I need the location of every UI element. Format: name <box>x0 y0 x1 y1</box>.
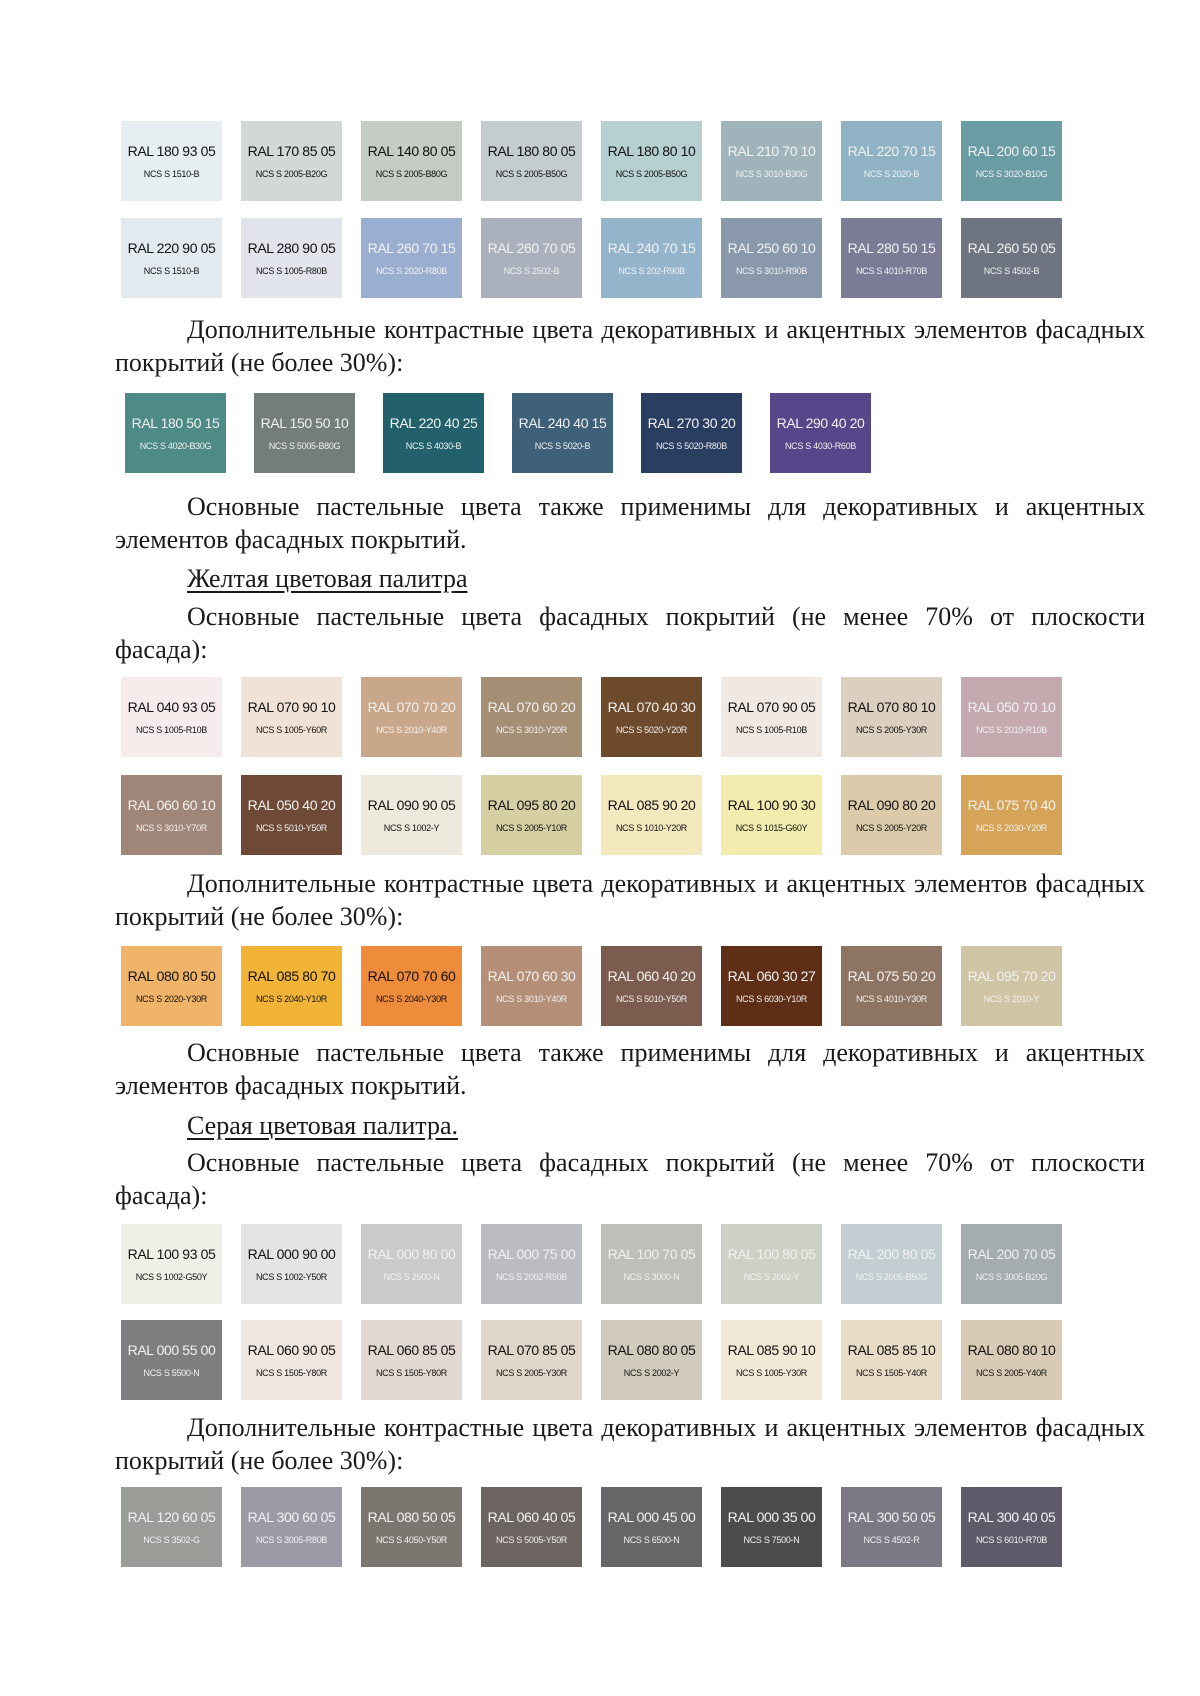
ncs-code: NCS S 1002-Y50R <box>255 1272 328 1282</box>
ncs-code: NCS S 2005-B50G <box>495 169 568 179</box>
color-swatch <box>383 393 484 473</box>
ral-code: RAL 075 50 20 <box>847 968 936 984</box>
color-swatch <box>481 775 582 855</box>
ral-code: RAL 085 85 10 <box>847 1342 936 1358</box>
ncs-code: NCS S 2030-Y20R <box>975 823 1048 833</box>
ral-code: RAL 060 40 05 <box>487 1509 576 1525</box>
color-swatch <box>121 775 222 855</box>
ral-code: RAL 080 80 50 <box>127 968 216 984</box>
ral-code: RAL 060 85 05 <box>367 1342 456 1358</box>
gray-main-row-1 <box>0 1224 1200 1304</box>
yellow-main-intro: Основные пастельные цвета фасадных покрытий (не менее 70% от плоскости фасада): <box>115 602 1145 664</box>
color-swatch <box>361 775 462 855</box>
ral-code: RAL 210 70 10 <box>727 143 816 159</box>
ral-code: RAL 095 70 20 <box>967 968 1056 984</box>
color-swatch <box>121 946 222 1026</box>
ncs-code: NCS S 1005-R10B <box>735 725 808 735</box>
ral-code: RAL 080 80 05 <box>607 1342 696 1358</box>
ncs-code: NCS S 5020-B <box>534 441 591 451</box>
ncs-code: NCS S 2002-Y <box>743 1272 800 1282</box>
ral-code: RAL 085 90 10 <box>727 1342 816 1358</box>
ncs-code: NCS S 3005-B20G <box>975 1272 1048 1282</box>
ral-code: RAL 050 40 20 <box>247 797 336 813</box>
color-swatch <box>512 393 613 473</box>
color-swatch <box>641 393 742 473</box>
ncs-code: NCS S 2005-Y30R <box>495 1368 568 1378</box>
ncs-code: NCS S 4030-R60B <box>784 441 857 451</box>
ral-code: RAL 180 50 15 <box>131 415 220 431</box>
ncs-code: NCS S 2502-B <box>503 266 560 276</box>
ral-code: RAL 060 90 05 <box>247 1342 336 1358</box>
color-swatch <box>601 1487 702 1567</box>
ncs-code: NCS S 3502-G <box>143 1535 200 1545</box>
color-swatch <box>361 946 462 1026</box>
color-swatch <box>721 677 822 757</box>
ncs-code: NCS S 3010-Y40R <box>495 994 568 1004</box>
color-swatch <box>241 1320 342 1400</box>
ral-code: RAL 300 40 05 <box>967 1509 1056 1525</box>
ral-code: RAL 060 40 20 <box>607 968 696 984</box>
ncs-code: NCS S 2005-B20G <box>255 169 328 179</box>
ncs-code: NCS S 6010-R70B <box>975 1535 1048 1545</box>
color-swatch <box>721 775 822 855</box>
ral-code: RAL 200 70 05 <box>967 1246 1056 1262</box>
ncs-code: NCS S 3010-Y20R <box>495 725 568 735</box>
gray-accent-row <box>0 1487 1200 1567</box>
ral-code: RAL 070 60 30 <box>487 968 576 984</box>
ncs-code: NCS S 2005-Y20R <box>855 823 928 833</box>
ncs-code: NCS S 1505-Y80R <box>255 1368 328 1378</box>
blue-main-row-1 <box>0 121 1200 201</box>
ral-code: RAL 085 80 70 <box>247 968 336 984</box>
blue-main-row-2 <box>0 218 1200 298</box>
color-swatch <box>841 677 942 757</box>
blue-accent-intro: Дополнительные контрастные цвета декоративных и акцентных элементов фасадных покрытий (не более 30%): <box>115 315 1145 377</box>
ncs-code: NCS S 6500-N <box>623 1535 680 1545</box>
gray-main-intro: Основные пастельные цвета фасадных покрытий (не менее 70% от плоскости фасада): <box>115 1148 1145 1210</box>
ncs-code: NCS S 2005-Y10R <box>495 823 568 833</box>
ncs-code: NCS S 2002-R50B <box>495 1272 568 1282</box>
ncs-code: NCS S 2020-R80B <box>375 266 448 276</box>
ncs-code: NCS S 2020-B <box>863 169 920 179</box>
ncs-code: NCS S 3005-R80B <box>255 1535 328 1545</box>
ral-code: RAL 240 70 15 <box>607 240 696 256</box>
color-swatch <box>961 946 1062 1026</box>
color-swatch <box>841 1487 942 1567</box>
color-swatch <box>121 1224 222 1304</box>
yellow-accent-intro: Дополнительные контрастные цвета декоративных и акцентных элементов фасадных покрытий (не более 30%): <box>115 869 1145 931</box>
ncs-code: NCS S 1015-G60Y <box>735 823 808 833</box>
gray-palette-heading: Серая цветовая палитра. <box>187 1111 459 1140</box>
ral-code: RAL 070 90 05 <box>727 699 816 715</box>
ncs-code: NCS S 2040-Y30R <box>375 994 448 1004</box>
ncs-code: NCS S 4030-B <box>405 441 462 451</box>
ral-code: RAL 070 90 10 <box>247 699 336 715</box>
color-swatch <box>481 218 582 298</box>
color-swatch <box>241 218 342 298</box>
blue-accent-row <box>0 393 1200 473</box>
ral-code: RAL 060 60 10 <box>127 797 216 813</box>
ncs-code: NCS S 2005-B80G <box>375 169 448 179</box>
color-swatch <box>241 1224 342 1304</box>
color-swatch <box>841 121 942 201</box>
color-swatch <box>961 1487 1062 1567</box>
ral-code: RAL 100 90 30 <box>727 797 816 813</box>
ral-code: RAL 260 50 05 <box>967 240 1056 256</box>
yellow-accent-row <box>0 946 1200 1026</box>
color-swatch <box>481 1487 582 1567</box>
ral-code: RAL 090 80 20 <box>847 797 936 813</box>
ncs-code: NCS S 2500-N <box>383 1272 440 1282</box>
ral-code: RAL 290 40 20 <box>776 415 865 431</box>
ral-code: RAL 050 70 10 <box>967 699 1056 715</box>
color-swatch <box>841 775 942 855</box>
ral-code: RAL 180 80 10 <box>607 143 696 159</box>
ncs-code: NCS S 5020-Y20R <box>615 725 688 735</box>
color-swatch <box>841 946 942 1026</box>
ncs-code: NCS S 3020-B10G <box>975 169 1048 179</box>
yellow-main-row-2 <box>0 775 1200 855</box>
ncs-code: NCS S 1005-R10B <box>135 725 208 735</box>
ncs-code: NCS S 2010-Y40R <box>375 725 448 735</box>
ral-code: RAL 085 90 20 <box>607 797 696 813</box>
color-swatch <box>601 775 702 855</box>
color-swatch <box>241 1487 342 1567</box>
yellow-palette-heading: Желтая цветовая палитра <box>187 564 468 593</box>
ncs-code: NCS S 1005-Y30R <box>735 1368 808 1378</box>
ral-code: RAL 040 93 05 <box>127 699 216 715</box>
ncs-code: NCS S 1510-B <box>143 169 200 179</box>
ral-code: RAL 075 70 40 <box>967 797 1056 813</box>
ral-code: RAL 220 90 05 <box>127 240 216 256</box>
color-swatch <box>481 946 582 1026</box>
ral-code: RAL 300 60 05 <box>247 1509 336 1525</box>
color-swatch <box>721 1487 822 1567</box>
ncs-code: NCS S 3010-B30G <box>735 169 808 179</box>
color-swatch <box>721 1224 822 1304</box>
ral-code: RAL 000 90 00 <box>247 1246 336 1262</box>
color-swatch <box>601 121 702 201</box>
color-swatch <box>961 121 1062 201</box>
ncs-code: NCS S 1010-Y20R <box>615 823 688 833</box>
ncs-code: NCS S 5005-Y50R <box>495 1535 568 1545</box>
color-swatch <box>601 1224 702 1304</box>
color-swatch <box>254 393 355 473</box>
ncs-code: NCS S 4502-B <box>983 266 1040 276</box>
yellow-pastel-note: Основные пастельные цвета также применимы для декоративных и акцентных элементов фасадных покрытий. <box>115 1038 1145 1100</box>
ral-code: RAL 220 40 25 <box>389 415 478 431</box>
ncs-code: NCS S 4020-B30G <box>139 441 212 451</box>
ral-code: RAL 200 60 15 <box>967 143 1056 159</box>
color-swatch <box>770 393 871 473</box>
ncs-code: NCS S 202-R90B <box>618 266 685 276</box>
ral-code: RAL 120 60 05 <box>127 1509 216 1525</box>
ncs-code: NCS S 2010-Y <box>983 994 1040 1004</box>
color-swatch <box>721 1320 822 1400</box>
color-swatch <box>961 677 1062 757</box>
color-swatch <box>361 218 462 298</box>
ral-code: RAL 000 45 00 <box>607 1509 696 1525</box>
color-swatch <box>961 218 1062 298</box>
ral-code: RAL 240 40 15 <box>518 415 607 431</box>
ral-code: RAL 180 80 05 <box>487 143 576 159</box>
color-swatch <box>721 946 822 1026</box>
ral-code: RAL 070 85 05 <box>487 1342 576 1358</box>
color-swatch <box>241 121 342 201</box>
ncs-code: NCS S 2010-R10B <box>975 725 1048 735</box>
ncs-code: NCS S 6030-Y10R <box>735 994 808 1004</box>
ncs-code: NCS S 5020-R80B <box>655 441 728 451</box>
color-swatch <box>961 775 1062 855</box>
color-swatch <box>361 1320 462 1400</box>
yellow-main-row-1 <box>0 677 1200 757</box>
color-swatch <box>841 218 942 298</box>
ral-code: RAL 220 70 15 <box>847 143 936 159</box>
color-swatch <box>481 1320 582 1400</box>
ncs-code: NCS S 4010-Y30R <box>855 994 928 1004</box>
color-swatch <box>121 1487 222 1567</box>
ncs-code: NCS S 2020-Y30R <box>135 994 208 1004</box>
color-swatch <box>721 121 822 201</box>
ral-code: RAL 080 80 10 <box>967 1342 1056 1358</box>
ncs-code: NCS S 5005-B80G <box>268 441 341 451</box>
ncs-code: NCS S 7500-N <box>743 1535 800 1545</box>
ral-code: RAL 100 80 05 <box>727 1246 816 1262</box>
ral-code: RAL 150 50 10 <box>260 415 349 431</box>
color-swatch <box>841 1224 942 1304</box>
color-swatch <box>361 1487 462 1567</box>
color-swatch <box>121 1320 222 1400</box>
ncs-code: NCS S 4050-Y50R <box>375 1535 448 1545</box>
ral-code: RAL 280 90 05 <box>247 240 336 256</box>
ncs-code: NCS S 2002-Y <box>623 1368 680 1378</box>
ral-code: RAL 250 60 10 <box>727 240 816 256</box>
ncs-code: NCS S 5500-N <box>143 1368 200 1378</box>
color-swatch <box>601 677 702 757</box>
ncs-code: NCS S 3010-Y70R <box>135 823 208 833</box>
ral-code: RAL 100 93 05 <box>127 1246 216 1262</box>
color-swatch <box>121 677 222 757</box>
ral-code: RAL 000 35 00 <box>727 1509 816 1525</box>
blue-pastel-note: Основные пастельные цвета также применимы для декоративных и акцентных элементов фасадных покрытий. <box>115 492 1145 554</box>
ral-code: RAL 170 85 05 <box>247 143 336 159</box>
ncs-code: NCS S 2040-Y10R <box>255 994 328 1004</box>
ral-code: RAL 140 80 05 <box>367 143 456 159</box>
ral-code: RAL 280 50 15 <box>847 240 936 256</box>
color-swatch <box>961 1320 1062 1400</box>
color-swatch <box>361 1224 462 1304</box>
ncs-code: NCS S 2005-B50G <box>855 1272 928 1282</box>
ncs-code: NCS S 1505-Y80R <box>375 1368 448 1378</box>
color-swatch <box>601 946 702 1026</box>
ral-code: RAL 070 70 20 <box>367 699 456 715</box>
ral-code: RAL 070 40 30 <box>607 699 696 715</box>
color-swatch <box>481 121 582 201</box>
color-swatch <box>841 1320 942 1400</box>
color-swatch <box>961 1224 1062 1304</box>
ncs-code: NCS S 2005-Y30R <box>855 725 928 735</box>
ncs-code: NCS S 2005-B50G <box>615 169 688 179</box>
ral-code: RAL 100 70 05 <box>607 1246 696 1262</box>
ral-code: RAL 300 50 05 <box>847 1509 936 1525</box>
color-swatch <box>601 218 702 298</box>
color-swatch <box>241 677 342 757</box>
ral-code: RAL 070 70 60 <box>367 968 456 984</box>
color-swatch <box>481 1224 582 1304</box>
ral-code: RAL 080 50 05 <box>367 1509 456 1525</box>
ncs-code: NCS S 3010-R90B <box>735 266 808 276</box>
ncs-code: NCS S 1002-Y <box>383 823 440 833</box>
ral-code: RAL 000 80 00 <box>367 1246 456 1262</box>
gray-accent-intro: Дополнительные контрастные цвета декоративных и акцентных элементов фасадных покрытий (не более 30%): <box>115 1413 1145 1475</box>
ral-code: RAL 060 30 27 <box>727 968 816 984</box>
color-swatch <box>121 218 222 298</box>
ncs-code: NCS S 1505-Y40R <box>855 1368 928 1378</box>
ral-code: RAL 000 75 00 <box>487 1246 576 1262</box>
ral-code: RAL 200 80 05 <box>847 1246 936 1262</box>
color-swatch <box>361 677 462 757</box>
ncs-code: NCS S 4502-R <box>863 1535 920 1545</box>
color-swatch <box>361 121 462 201</box>
ral-code: RAL 070 60 20 <box>487 699 576 715</box>
ncs-code: NCS S 1005-R80B <box>255 266 328 276</box>
color-swatch <box>121 121 222 201</box>
ral-code: RAL 070 80 10 <box>847 699 936 715</box>
ncs-code: NCS S 1510-B <box>143 266 200 276</box>
ral-code: RAL 095 80 20 <box>487 797 576 813</box>
ral-code: RAL 180 93 05 <box>127 143 216 159</box>
ral-code: RAL 090 90 05 <box>367 797 456 813</box>
ral-code: RAL 260 70 05 <box>487 240 576 256</box>
color-swatch <box>721 218 822 298</box>
ral-code: RAL 260 70 15 <box>367 240 456 256</box>
ral-code: RAL 270 30 20 <box>647 415 736 431</box>
color-swatch <box>481 677 582 757</box>
ncs-code: NCS S 5010-Y50R <box>615 994 688 1004</box>
color-swatch <box>241 946 342 1026</box>
ncs-code: NCS S 3000-N <box>623 1272 680 1282</box>
ncs-code: NCS S 1005-Y60R <box>255 725 328 735</box>
color-swatch <box>601 1320 702 1400</box>
ncs-code: NCS S 4010-R70B <box>855 266 928 276</box>
color-swatch <box>125 393 226 473</box>
gray-main-row-2 <box>0 1320 1200 1400</box>
ral-code: RAL 000 55 00 <box>127 1342 216 1358</box>
ncs-code: NCS S 2005-Y40R <box>975 1368 1048 1378</box>
ncs-code: NCS S 1002-G50Y <box>135 1272 208 1282</box>
color-swatch <box>241 775 342 855</box>
ncs-code: NCS S 5010-Y50R <box>255 823 328 833</box>
